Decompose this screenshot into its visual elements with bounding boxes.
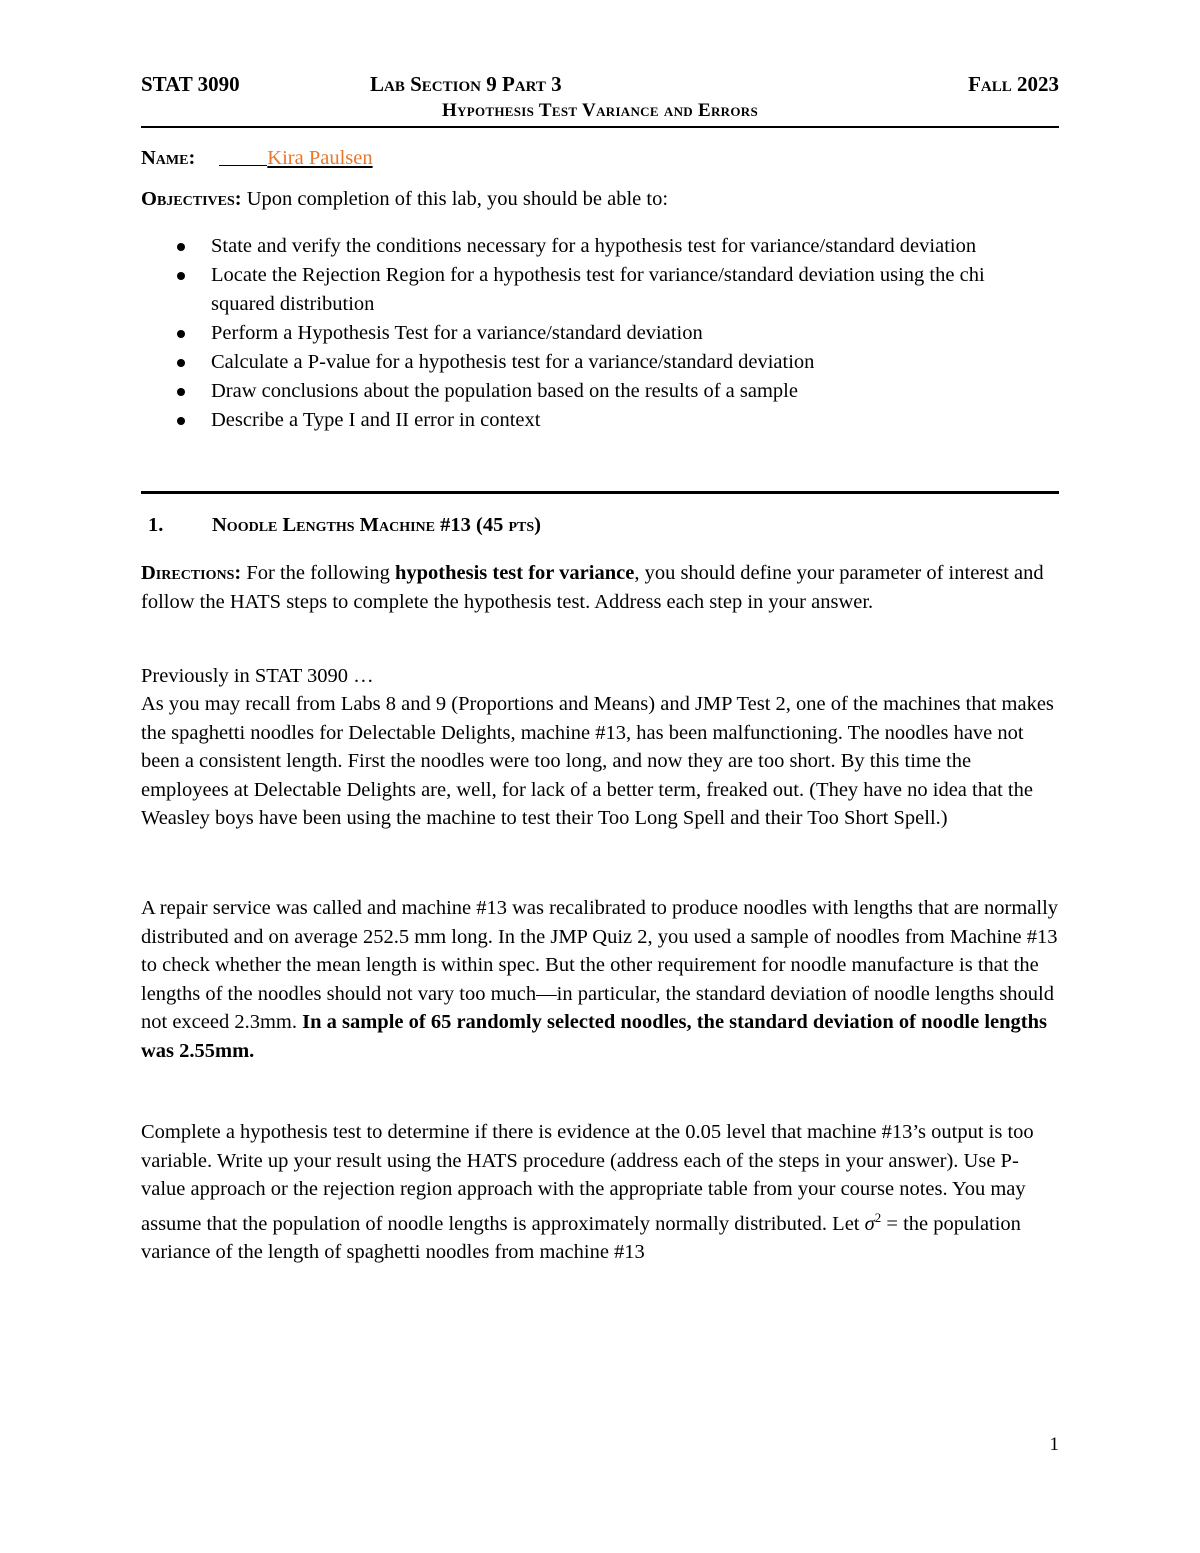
bullet-icon [177,417,185,425]
story-paragraph: As you may recall from Labs 8 and 9 (Proportions and Means) and JMP Test 2, one of the machines that makes the spaghetti noodles for Delectable Delights, machine #13, has been malfunctioning. The noodles have not been a consistent length. First the noodles were too long, and now they are too short. By this time the employees at Delectable Delights are, well, for lack of a better term, freaked out. (They have no idea that the Weasley boys have been using the machine to test their Too Long Spell and their Too Short Spell.) [141,693,1054,829]
name-label: Name: [141,147,196,169]
objective-item: Locate the Rejection Region for a hypothesis test for variance/standard deviation using the chi squared distribution [141,261,1041,319]
objective-item: Perform a Hypothesis Test for a variance/standard deviation [141,319,1041,348]
directions-label: Directions: [141,562,242,584]
term: Fall 2023 [968,72,1059,96]
page-number: 1 [1049,1434,1059,1455]
bullet-icon [177,359,185,367]
objective-item: Draw conclusions about the population based on the results of a sample [141,377,1041,406]
directions: Directions: For the following hypothesis test for variance, you should define your parameter of interest and follow the HATS steps to complete the hypothesis test. Address each step in your answer. [141,562,1044,613]
lab-subtitle: Hypothesis Test Variance and Errors [442,100,758,121]
bullet-icon [177,330,185,338]
objective-item: Calculate a P-value for a hypothesis test for a variance/standard deviation [141,348,1041,377]
objective-item: Describe a Type I and II error in context [141,406,1041,435]
question-title [148,514,541,537]
name-row [141,145,373,170]
objectives-text: Upon completion of this lab, you should be able to: [241,188,669,210]
previously-line: Previously in STAT 3090 … [141,665,374,687]
task-paragraph: Complete a hypothesis test to determine if there is evidence at the 0.05 level that machine #13’s output is too variable. Write up your result using the HATS procedure (address each of the steps in your answer). Use P-value approach or the rejection region approach with the appropriate table from your course notes. You may assume that the population of noodle lengths is approximately normally distributed. Let $\sigma^2$ = the population variance of the length of spaghetti noodles from machine #13 [141,1121,1034,1263]
student-name[interactable]: Kira Paulsen [267,147,373,169]
bullet-icon [177,272,185,280]
bullet-icon [177,243,185,251]
name-blank-line [219,145,267,166]
objectives-intro [141,188,1061,211]
directions-emphasis: hypothesis test for variance [394,562,635,584]
lab-title: Lab Section 9 Part 3 [370,72,562,96]
objectives-label: Objectives: [141,188,242,210]
objective-item: State and verify the conditions necessary for a hypothesis test for variance/standard deviation [141,232,1041,261]
sigma-symbol: σ [864,1212,875,1235]
question-heading: Noodle Lengths Machine #13 (45 pts) [212,514,541,536]
repair-paragraph: A repair service was called and machine #13 was recalibrated to produce noodles with lengths that are normally distributed and on average 252.5 mm long. In the JMP Quiz 2, you used a sample of noodles from Machine #13 to check whether the mean length is within spec. But the other requirement for noodle manufacture is that the lengths of the noodles should not vary too much—in particular, the standard deviation of noodle lengths should not exceed 2.3mm. In a sample of 65 randomly selected noodles, the standard deviation of noodle lengths was 2.55mm. [141,897,1059,1062]
sample-statement: In a sample of 65 randomly selected noodles, the standard deviation of noodle lengths was 2.55mm. [141,1011,1047,1062]
bullet-icon [177,388,185,396]
section-divider [141,491,1059,494]
header-row [141,72,1059,102]
header-divider [141,126,1059,128]
course-code: STAT 3090 [141,72,240,96]
objectives-list [141,232,1041,435]
sigma-superscript: 2 [874,1209,882,1225]
question-number: 1. [148,514,164,536]
